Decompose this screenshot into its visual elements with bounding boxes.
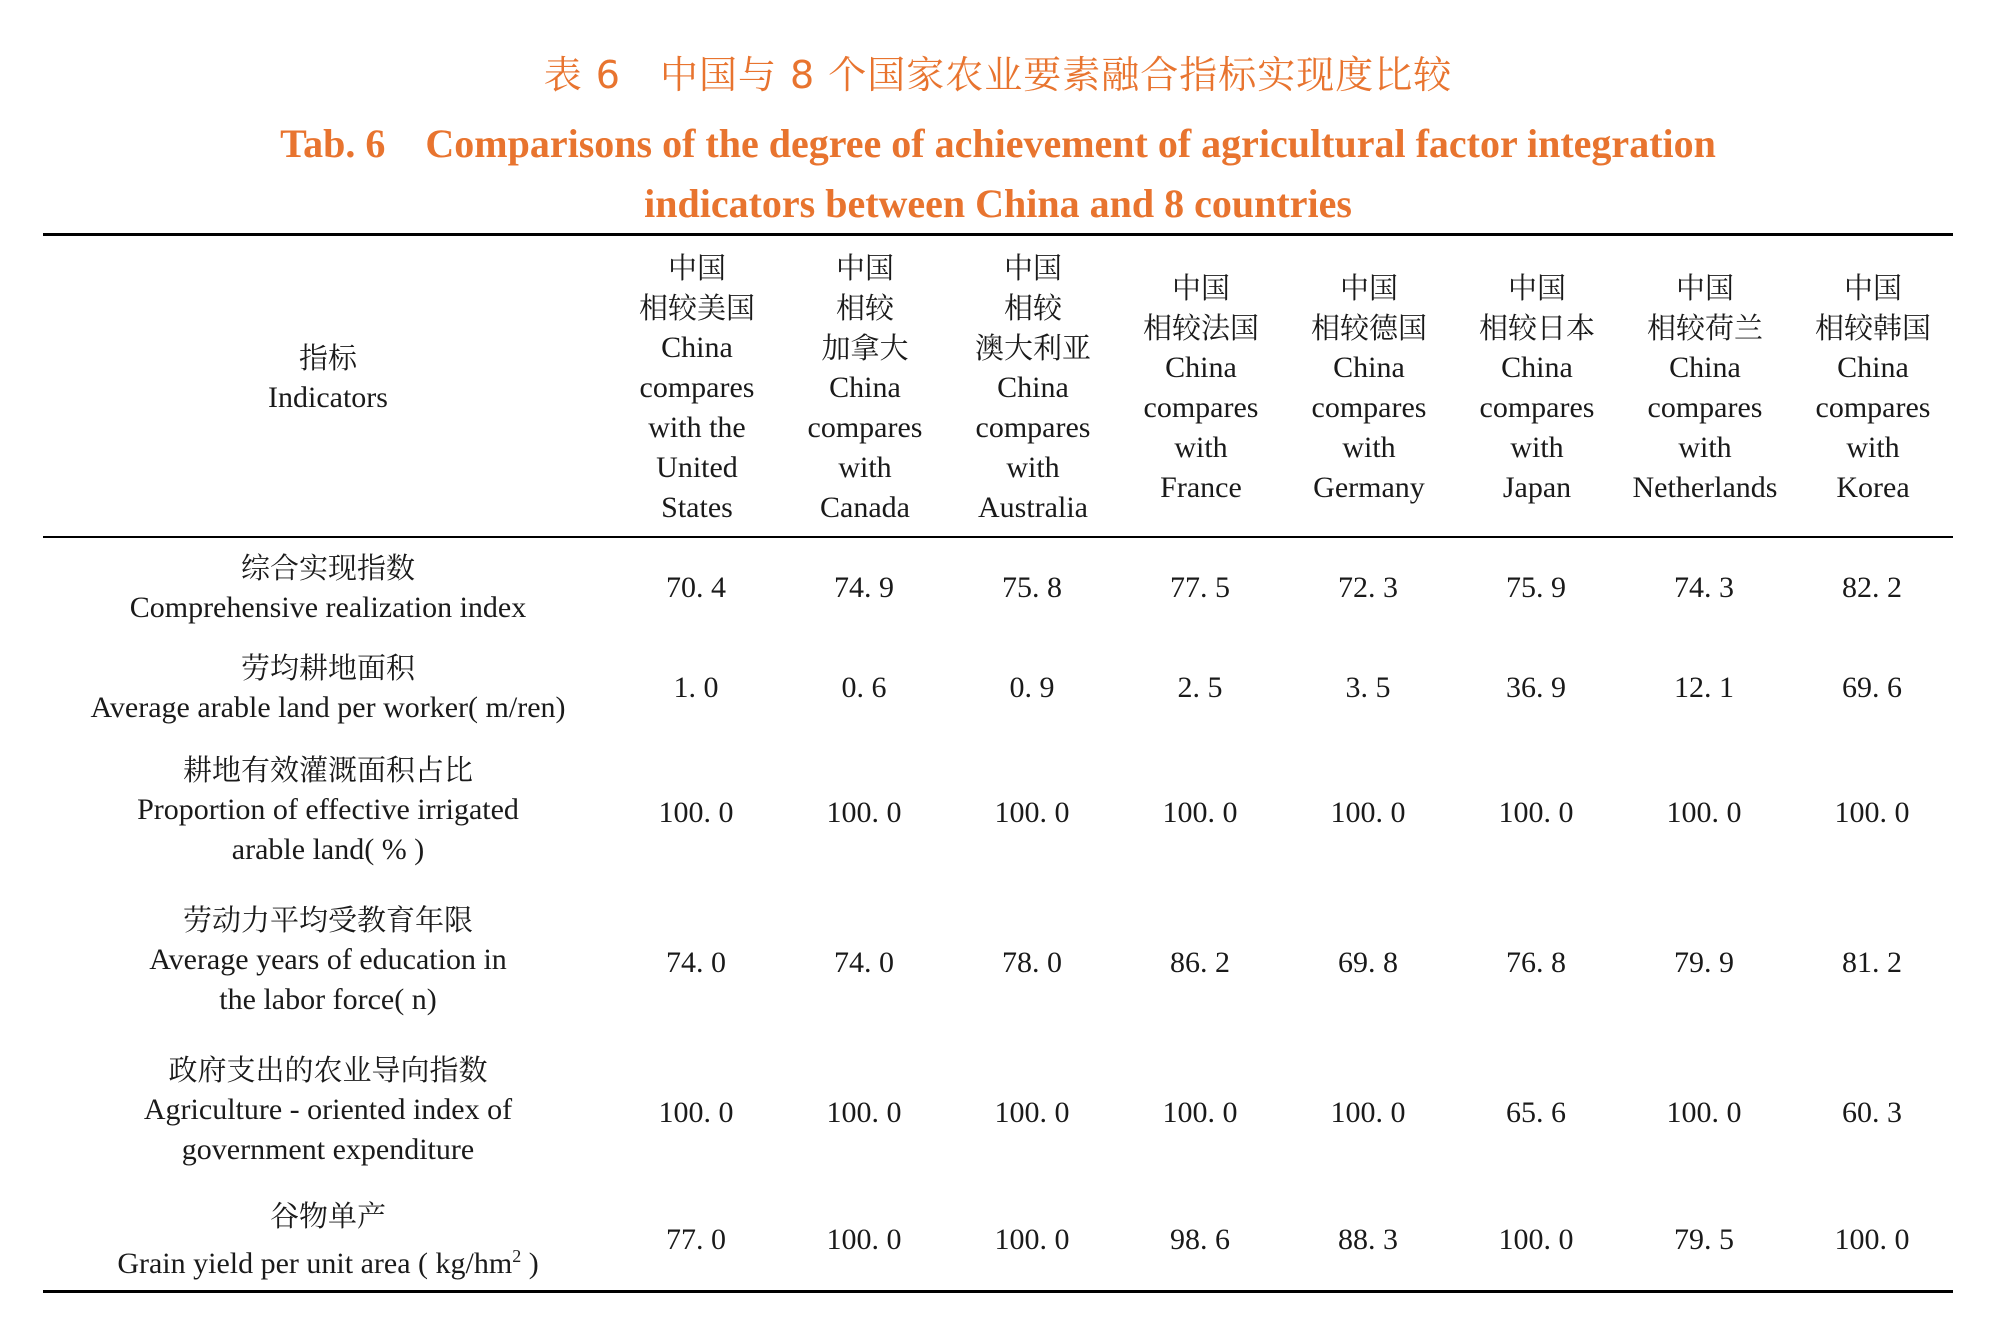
column-header-cn-line: 相较日本 (1478, 311, 1595, 345)
row-indicator-cn: 劳动力平均受教育年限 (182, 903, 473, 937)
table-cell: 2. 5 (1177, 671, 1223, 704)
row-indicator-cn: 政府支出的农业导向指数 (168, 1053, 488, 1087)
row-indicator-cn: 劳均耕地面积 (240, 651, 415, 685)
table-cell: 81. 2 (1842, 946, 1902, 979)
column-header-cn-line: 中国 (1507, 271, 1566, 305)
column-header-en-line: with (1510, 431, 1564, 464)
column-header-en-line: France (1160, 471, 1242, 504)
column-header-en-line: compares (1143, 391, 1259, 424)
column-header-en-line: compares (1311, 391, 1427, 424)
column-header-en-line: Germany (1313, 471, 1425, 504)
column-header-cn-line: 相较 (835, 291, 894, 325)
table-cell: 60. 3 (1842, 1096, 1902, 1129)
table-cell: 100. 0 (1498, 796, 1574, 829)
table-cell: 100. 0 (1330, 1096, 1406, 1129)
column-header-cn-line: 相较法国 (1142, 311, 1259, 345)
column-header-en-line: with (1678, 431, 1732, 464)
column-header-en-line: compares (807, 411, 923, 444)
table-cell: 69. 6 (1842, 671, 1902, 704)
column-header-cn-line: 相较荷兰 (1646, 311, 1763, 345)
table-cell: 74. 9 (834, 571, 894, 604)
table-cell: 1. 0 (673, 671, 719, 704)
column-header-en-line: compares (1479, 391, 1595, 424)
column-header-cn-line: 中国 (1171, 271, 1230, 305)
table-cell: 98. 6 (1170, 1223, 1230, 1256)
column-header-france (1116, 248, 1286, 528)
table-cell: 100. 0 (658, 1096, 734, 1129)
column-header-en-line: compares (1647, 391, 1763, 424)
column-header-en-line: with (1342, 431, 1396, 464)
column-header-en-line: China (1333, 351, 1405, 384)
table-cell: 100. 0 (1666, 796, 1742, 829)
row-indicator-en-text: Grain yield per unit area ( kg/hm (117, 1247, 513, 1280)
row-indicator-en-line: Average years of education in (149, 943, 507, 976)
row-indicator-grain-yield (43, 1198, 613, 1282)
table-cell: 36. 9 (1506, 671, 1566, 704)
column-header-cn-line: 中国 (1003, 251, 1062, 285)
column-header-en-line: with (1006, 451, 1060, 484)
row-indicator-gov-expenditure (43, 1050, 613, 1170)
table-cell: 75. 9 (1506, 571, 1566, 604)
table-cell: 100. 0 (1498, 1223, 1574, 1256)
indicator-header (43, 338, 613, 418)
column-header-en-line: compares (639, 371, 755, 404)
column-header-en-line: China (1165, 351, 1237, 384)
row-indicator-en: Average arable land per worker( m/ren) (90, 691, 566, 724)
table-cell: 100. 0 (826, 1223, 902, 1256)
row-indicator-cn: 综合实现指数 (240, 551, 415, 585)
row-indicator-comprehensive (43, 548, 613, 628)
column-header-en-line: compares (975, 411, 1091, 444)
row-indicator-en-line: Agriculture - oriented index of (143, 1093, 513, 1126)
table-title-en-line2: indicators between China and 8 countries (644, 181, 1352, 226)
table-cell: 69. 8 (1338, 946, 1398, 979)
table-cell: 100. 0 (994, 1096, 1070, 1129)
table-title-en-line1: Tab. 6 Comparisons of the degree of achievement of agricultural factor integration (280, 121, 1716, 166)
table-cell: 100. 0 (1330, 796, 1406, 829)
column-header-en-line: Japan (1502, 471, 1572, 504)
column-header-cn-line: 澳大利亚 (974, 331, 1091, 365)
column-header-us (612, 248, 782, 528)
column-header-cn-line: 中国 (835, 251, 894, 285)
table-cell: 100. 0 (826, 1096, 902, 1129)
row-indicator-en-line: the labor force( n) (219, 983, 437, 1016)
table-cell: 75. 8 (1002, 571, 1062, 604)
table-cell: 65. 6 (1506, 1096, 1566, 1129)
table-cell: 100. 0 (1162, 796, 1238, 829)
table-cell: 70. 4 (666, 571, 726, 604)
column-header-en-line: China (661, 331, 733, 364)
column-header-cn-line: 相较美国 (638, 291, 755, 325)
table-bottom-rule (43, 1290, 1953, 1293)
table-cell: 0. 6 (841, 671, 887, 704)
row-indicator-en-close: ) (521, 1247, 539, 1280)
table-cell: 76. 8 (1506, 946, 1566, 979)
table-cell: 86. 2 (1170, 946, 1230, 979)
column-header-cn-line: 中国 (1843, 271, 1902, 305)
column-header-en-line: with (1846, 431, 1900, 464)
column-header-cn-line: 相较 (1003, 291, 1062, 325)
table-cell: 100. 0 (994, 796, 1070, 829)
table-header-rule (43, 536, 1953, 538)
column-header-germany (1284, 248, 1454, 528)
table-top-rule (43, 233, 1953, 236)
row-indicator-cn: 谷物单产 (269, 1199, 386, 1233)
column-header-en-line: compares (1815, 391, 1931, 424)
table-cell: 100. 0 (1666, 1096, 1742, 1129)
row-indicator-irrigated (43, 750, 613, 870)
indicator-header-en: Indicators (268, 381, 388, 414)
table-cell: 74. 0 (834, 946, 894, 979)
column-header-netherlands (1620, 248, 1790, 528)
column-header-cn-line: 中国 (1675, 271, 1734, 305)
column-header-en-line: with the (648, 411, 746, 444)
table-cell: 12. 1 (1674, 671, 1734, 704)
column-header-korea (1788, 248, 1958, 528)
row-indicator-en-line: arable land( % ) (231, 833, 425, 866)
table-cell: 100. 0 (1834, 796, 1910, 829)
table-cell: 79. 5 (1674, 1223, 1734, 1256)
column-header-en-line: China (1501, 351, 1573, 384)
column-header-en-line: China (1669, 351, 1741, 384)
table-cell: 100. 0 (1834, 1223, 1910, 1256)
column-header-cn-line: 中国 (667, 251, 726, 285)
column-header-en-line: States (661, 491, 733, 524)
indicator-header-cn: 指标 (298, 341, 357, 375)
column-header-en-line: Korea (1836, 471, 1910, 504)
table-cell: 77. 5 (1170, 571, 1230, 604)
column-header-cn-line: 加拿大 (821, 331, 909, 365)
column-header-en-line: with (838, 451, 892, 484)
column-header-en-line: China (997, 371, 1069, 404)
table-cell: 78. 0 (1002, 946, 1062, 979)
row-indicator-arable-land (43, 648, 613, 728)
column-header-cn-line: 中国 (1339, 271, 1398, 305)
column-header-en-line: Canada (820, 491, 910, 524)
row-indicator-cn: 耕地有效灌溉面积占比 (182, 753, 473, 787)
column-header-en-line: Netherlands (1632, 471, 1778, 504)
superscript-2: 2 (512, 1246, 522, 1266)
column-header-cn-line: 相较德国 (1310, 311, 1427, 345)
table-cell: 82. 2 (1842, 571, 1902, 604)
table-cell: 100. 0 (1162, 1096, 1238, 1129)
row-indicator-en: Comprehensive realization index (129, 591, 527, 624)
column-header-cn-line: 相较韩国 (1814, 311, 1931, 345)
row-indicator-en (117, 1236, 538, 1284)
table-cell: 74. 0 (666, 946, 726, 979)
row-indicator-education (43, 900, 613, 1020)
row-indicator-en-line: Proportion of effective irrigated (137, 793, 519, 826)
table-cell: 3. 5 (1345, 671, 1391, 704)
column-header-en-line: China (829, 371, 901, 404)
row-indicator-en-line: government expenditure (181, 1133, 475, 1166)
column-header-en-line: Australia (978, 491, 1088, 524)
table-cell: 0. 9 (1009, 671, 1055, 704)
column-header-canada (780, 248, 950, 528)
column-header-en-line: China (1837, 351, 1909, 384)
table-cell: 74. 3 (1674, 571, 1734, 604)
table-cell: 100. 0 (658, 796, 734, 829)
table-cell: 77. 0 (666, 1223, 726, 1256)
table-cell: 88. 3 (1338, 1223, 1398, 1256)
table-title-cn: 表 6 中国与 8 个国家农业要素融合指标实现度比较 (543, 53, 1453, 97)
table-cell: 100. 0 (994, 1223, 1070, 1256)
column-header-australia (948, 248, 1118, 528)
column-header-en-line: United (656, 451, 738, 484)
column-header-en-line: with (1174, 431, 1228, 464)
column-header-japan (1452, 248, 1622, 528)
table-cell: 100. 0 (826, 796, 902, 829)
table-cell: 79. 9 (1674, 946, 1734, 979)
table-cell: 72. 3 (1338, 571, 1398, 604)
